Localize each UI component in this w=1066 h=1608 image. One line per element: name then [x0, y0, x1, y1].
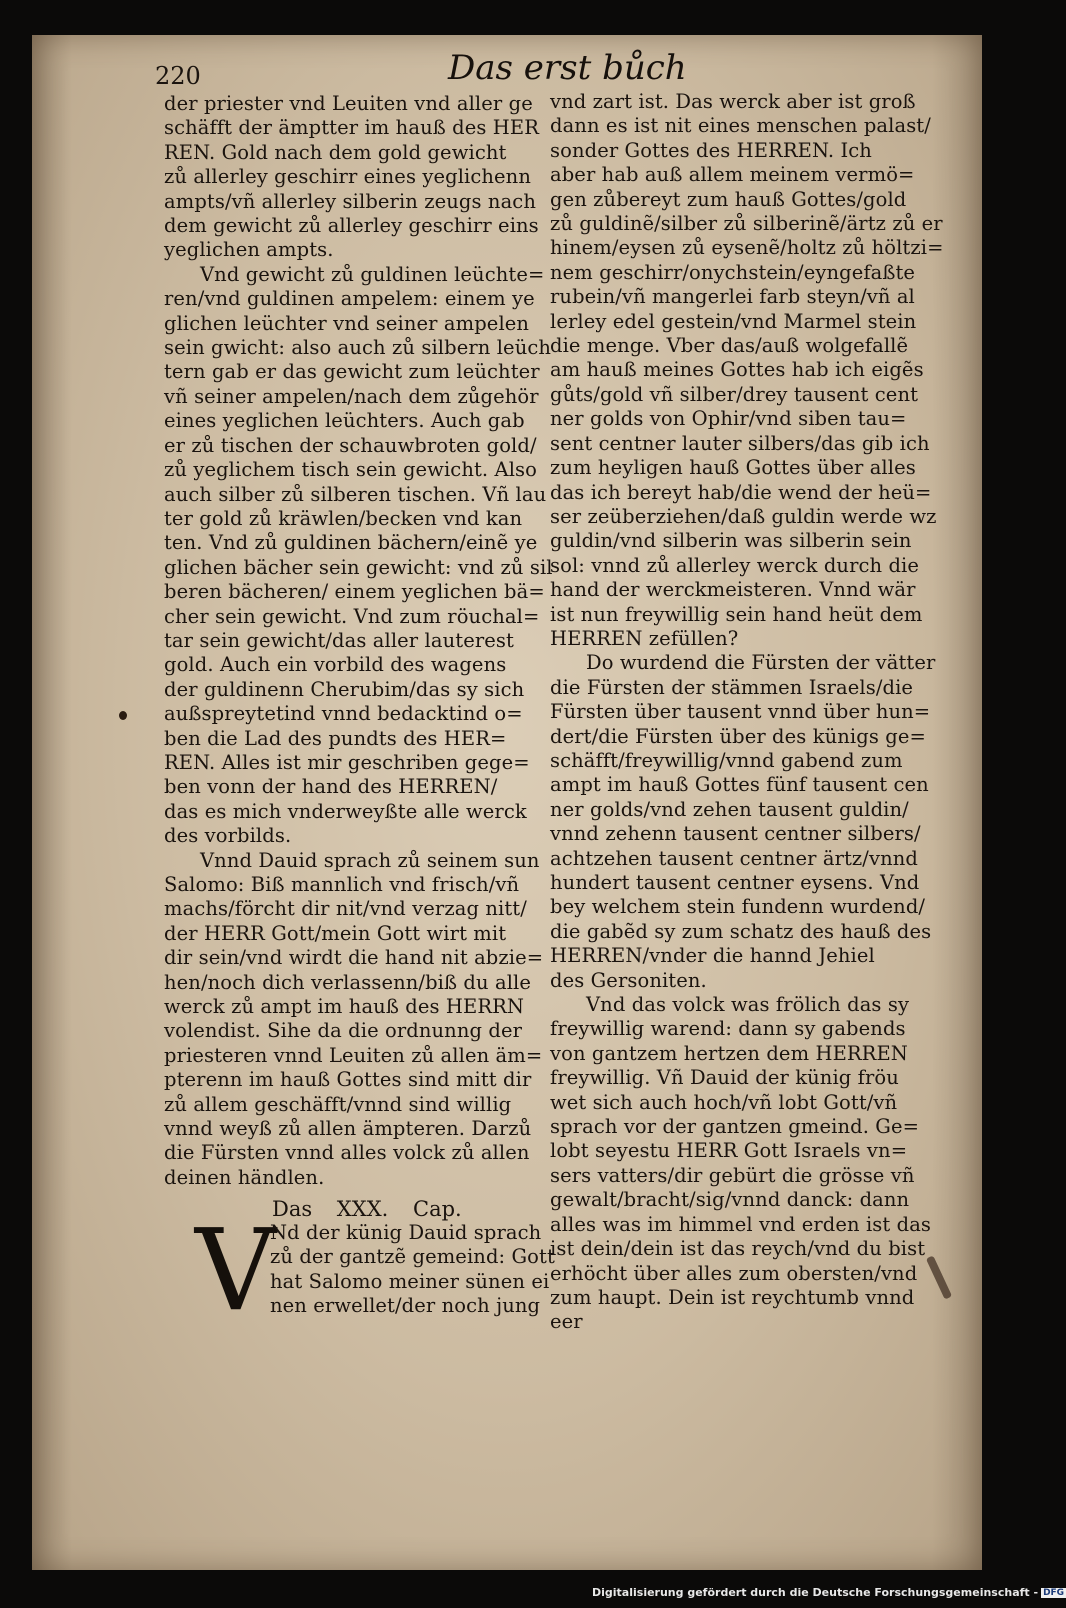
text-line: vnd zart ist. Das werck aber ist groß [550, 90, 916, 113]
text-line: ist nun freywillig sein hand heüt dem [550, 602, 923, 626]
text-line: ten. Vnd zů guldinen bächern/einẽ ye [164, 531, 538, 555]
text-line: von gantzem hertzen dem HERREN [550, 1041, 908, 1065]
text-line: Do wurdend die Fürsten der vätter [586, 651, 936, 675]
text-line: zů guldinẽ/silber zů silberinẽ/ärtz zů er [550, 212, 943, 236]
text-line: ren/vnd guldinen ampelem: einem ye [164, 287, 535, 311]
text-line: ner golds von Ophir/vnd siben tau= [550, 407, 907, 431]
text-line: die gabẽd sy zum schatz des hauß des [550, 919, 932, 943]
text-line: vnnd zehenn tausent centner silbers/ [550, 822, 921, 846]
text-line: HERREN zefüllen? [550, 626, 739, 650]
text-line: die Fürsten der stämmen Israels/die [550, 675, 914, 699]
text-line: Nd der künig Dauid sprach [270, 1221, 542, 1244]
text-line: das es mich vnderweyßte alle werck [164, 799, 527, 823]
text-line: REN. Alles ist mir geschriben gege= [164, 750, 530, 774]
text-line: sers vatters/dir gebürt die grösse vñ [550, 1163, 915, 1187]
text-line: sol: vnnd zů allerley werck durch die [550, 553, 920, 577]
text-line: Salomo: Biß mannlich vnd frisch/vñ [164, 873, 520, 896]
text-line: zů yeglichem tisch sein gewicht. Also [164, 458, 537, 482]
text-line: freywillig. Vñ Dauid der künig fröu [550, 1066, 899, 1090]
ink-blot [119, 711, 127, 720]
text-line: nen erwellet/der noch jung [270, 1294, 541, 1318]
text-line: hand der werckmeisteren. Vnnd wär [550, 578, 916, 602]
text-line: volendist. Sihe da die ordnunng der [164, 1019, 523, 1043]
text-line: vñ seiner ampelen/nach dem zůgehör [164, 384, 539, 408]
text-line: gewalt/bracht/sig/vnnd danck: dann [550, 1188, 910, 1212]
chapter-opening-text [270, 1221, 555, 1319]
text-line: ampt im hauß Gottes fünf tausent cen [550, 773, 929, 797]
text-line: auch silber zů silberen tischen. Vñ lau [164, 482, 547, 506]
text-line: machs/förcht dir nit/vnd verzag nitt/ [164, 897, 527, 921]
text-line: guldin/vnd silberin was silberin sein [550, 529, 912, 553]
text-line: bey welchem stein fundenn wurdend/ [550, 895, 926, 919]
text-line: vnnd weyß zů allen ämpteren. Darzů [164, 1117, 532, 1141]
text-line: achtzehen tausent centner ärtz/vnnd [550, 846, 918, 870]
text-line: hen/noch dich verlassenn/biß du alle [164, 970, 532, 994]
text-line: gůts/gold vñ silber/drey tausent cent [550, 382, 919, 406]
text-line: beren bächeren/ einem yeglichen bä= [164, 580, 545, 604]
text-line: rubein/vñ mangerlei farb steyn/vñ al [550, 285, 915, 309]
text-line: der guldinenn Cherubim/das sy sich [164, 677, 525, 701]
text-line: ter gold zů kräwlen/becken vnd kan [164, 506, 523, 530]
text-line: pterenn im hauß Gottes sind mitt dir [164, 1068, 532, 1092]
text-line: zum haupt. Dein ist reychtumb vnnd [550, 1285, 915, 1309]
text-line: zů allerley geschirr eines yeglichenn [164, 165, 532, 189]
page-number: 220 [155, 62, 201, 90]
text-line: priesteren vnnd Leuiten zů allen äm= [164, 1043, 543, 1067]
text-line: werck zů ampt im hauß des HERRN [164, 995, 525, 1019]
text-line: das ich bereyt hab/die wend der heü= [550, 480, 932, 504]
text-line: sonder Gottes des HERREN. Ich [550, 138, 872, 162]
text-line: des vorbilds. [164, 824, 292, 848]
text-line: die Fürsten vnnd alles volck zů allen [164, 1141, 530, 1165]
text-line: yeglichen ampts. [164, 238, 334, 262]
text-line: alles was im himmel vnd erden ist das [550, 1212, 932, 1236]
text-line: aber hab auß allem meinem vermö= [550, 163, 915, 187]
text-line: Vnd das volck was frölich das sy [586, 993, 910, 1017]
text-line: am hauß meines Gottes hab ich eigẽs [550, 358, 924, 382]
text-line: hat Salomo meiner sünen ei [270, 1269, 550, 1293]
text-line: tern gab er das gewicht zum leüchter [164, 360, 540, 384]
text-line: tar sein gewicht/das aller lauterest [164, 628, 514, 652]
running-head: Das erst bůch [448, 48, 687, 88]
chapter-heading: Das XXX. Cap. [272, 1197, 462, 1221]
text-line: dert/die Fürsten über des künigs ge= [550, 724, 926, 748]
dfg-logo: DFG [1043, 1588, 1065, 1598]
text-line: zum heyligen hauß Gottes über alles [550, 456, 916, 480]
text-line: glichen bächer sein gewicht: vnd zů sil [164, 555, 553, 579]
text-line: Vnnd Dauid sprach zů seinem sun [200, 848, 540, 872]
text-line: eines yeglichen leüchters. Auch gab [164, 409, 525, 433]
text-line: freywillig warend: dann sy gabends [550, 1017, 906, 1041]
text-line: ampts/vñ allerley silberin zeugs nach [164, 189, 536, 213]
text-line: ner golds/vnd zehen tausent guldin/ [550, 797, 909, 821]
text-line: gen zůbereyt zum hauß Gottes/gold [550, 187, 907, 211]
text-line: hinem/eysen zů eysenẽ/holtz zů höltzi= [550, 236, 944, 260]
text-line: er zů tischen der schauwbroten gold/ [164, 433, 537, 457]
text-line: Vnd gewicht zů guldinen leüchte= [200, 262, 545, 286]
text-line: zů der gantzẽ gemeind: Gott [270, 1245, 555, 1269]
credit-text: Digitalisierung gefördert durch die Deutsche Forschungsgemeinschaft - [592, 1586, 1039, 1599]
text-line: außspreytetind vnnd bedacktind o= [164, 702, 523, 726]
left-text-column [164, 92, 553, 1190]
text-line: nem geschirr/onychstein/eyngefaßte [550, 260, 916, 284]
text-line: glichen leüchter vnd seiner ampelen [164, 311, 530, 335]
right-text-column [550, 90, 944, 1335]
text-line: sprach vor der gantzen gmeind. Ge= [550, 1115, 920, 1139]
text-line: deinen händlen. [164, 1165, 325, 1189]
text-line: sent centner lauter silbers/das gib ich [550, 431, 930, 455]
drop-capital: V [195, 1206, 276, 1336]
text-line: erhöcht über alles zum obersten/vnd [550, 1261, 918, 1285]
text-line: die menge. Vber das/auß wolgefallẽ [550, 334, 909, 358]
text-line: Fürsten über tausent vnnd über hun= [550, 700, 931, 724]
text-line: zů allem geschäfft/vnnd sind willig [164, 1092, 512, 1116]
text-line: hundert tausent centner eysens. Vnd [550, 871, 920, 894]
text-line: ser zeüberziehen/daß guldin werde wz [550, 504, 937, 528]
text-line: schäfft der ämptter im hauß des HER [164, 116, 539, 140]
text-line: der HERR Gott/mein Gott wirt mit [164, 921, 507, 945]
text-line: REN. Gold nach dem gold gewicht [164, 140, 507, 164]
text-line: eer [550, 1310, 583, 1334]
text-line: dir sein/vnd wirdt die hand nit abzie= [164, 946, 544, 970]
text-line: dem gewicht zů allerley geschirr eins [164, 214, 539, 238]
text-line: der priester vnd Leuiten vnd aller ge [164, 92, 533, 115]
text-line: lobt seyestu HERR Gott Israels vn= [550, 1139, 908, 1163]
digitization-credit [592, 1586, 1066, 1599]
text-line: des Gersoniten. [550, 968, 707, 992]
text-line: ben vonn der hand des HERREN/ [164, 775, 498, 799]
text-line: ben die Lad des pundts des HER= [164, 726, 507, 750]
text-line: HERREN/vnder die hannd Jehiel [550, 944, 875, 968]
text-line: wet sich auch hoch/vñ lobt Gott/vñ [550, 1090, 898, 1114]
text-line: gold. Auch ein vorbild des wagens [164, 653, 507, 677]
text-line: dann es ist nit eines menschen palast/ [550, 114, 931, 138]
text-line: sein gwicht: also auch zů silbern leüch [164, 336, 552, 360]
text-line: schäfft/freywillig/vnnd gabend zum [550, 748, 903, 772]
text-line: ist dein/dein ist das reych/vnd du bist [550, 1237, 926, 1261]
text-line: cher sein gewicht. Vnd zum röuchal= [164, 604, 540, 628]
text-line: lerley edel gestein/vnd Marmel stein [550, 309, 917, 333]
